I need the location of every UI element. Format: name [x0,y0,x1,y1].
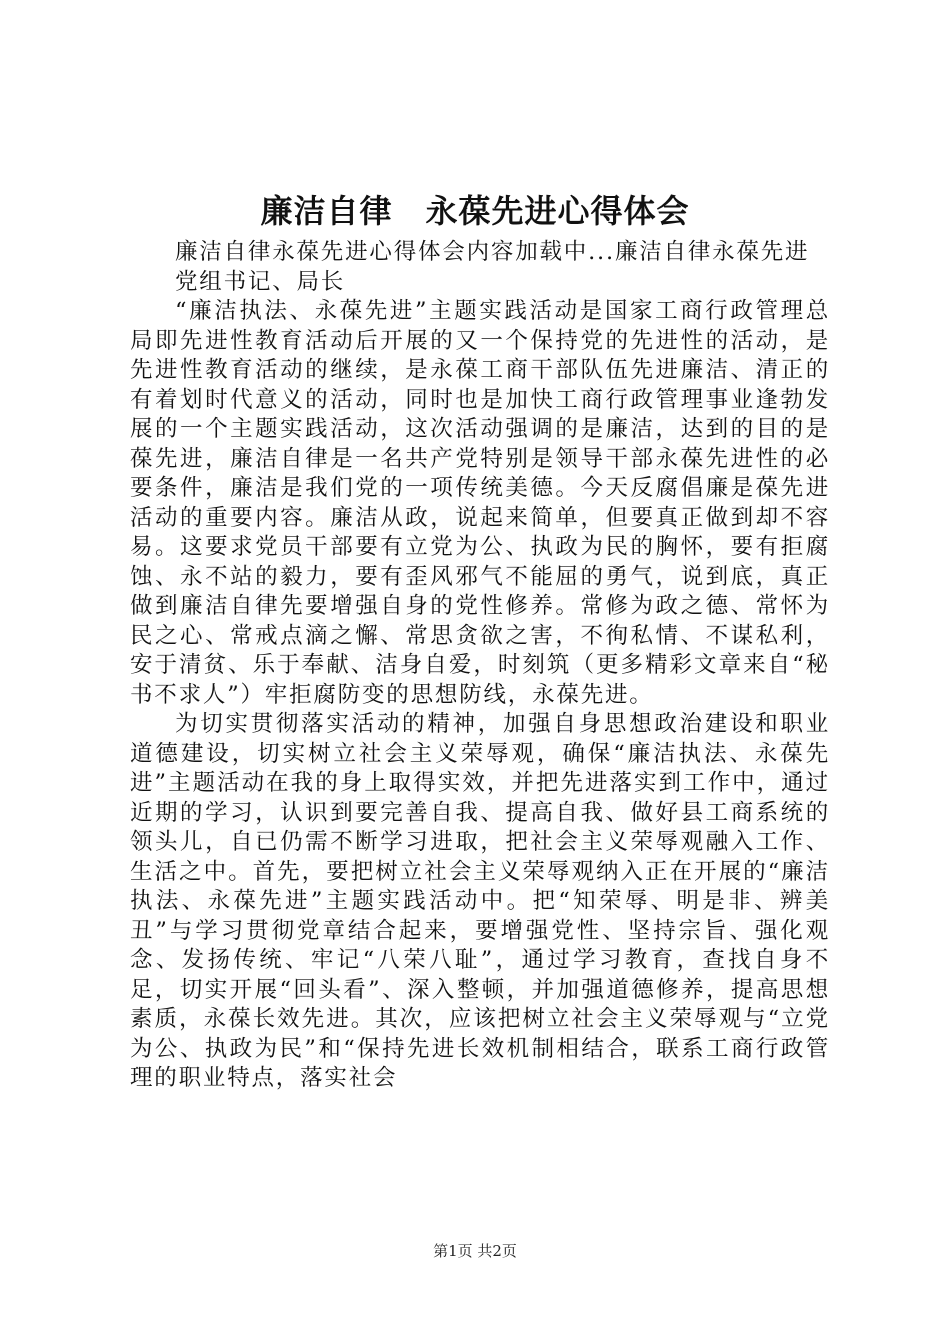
page-number-footer: 第1页 共2页 [433,1242,517,1260]
body-paragraph-1: “廉洁执法、永葆先进”主题实践活动是国家工商行政管理总局即先进性教育活动后开展的又一个保持党的先进性的活动，是先进性教育活动的继续，是永葆工商干部队伍先进廉洁、清正的有着划时代意义的活动，同时也是加快工商行政管理事业逢勃发展的一个主题实践活动，这次活动强调的是廉洁，达到的目的是葆先进，廉洁自律是一名共产党特别是领导干部永葆先进性的必要条件，廉洁是我们党的一项传统美德。今天反腐倡廉是葆先进活动的重要内容。廉洁从政，说起来简单，但要真正做到却不容易。这要求党员干部要有立党为公、执政为民的胸怀，要有拒腐蚀、永不站的毅力，要有歪风邪气不能屈的勇气，说到底，真正做到廉洁自律先要增强自身的党性修养。常修为政之德、常怀为民之心、常戒点滴之懈、常思贪欲之害，不徇私情、不谋私利，安于清贫、乐于奉献、洁身自爱，时刻筑（更多精彩文章来自“秘书不求人”）牢拒腐防变的思想防线，永葆先进。 [130,298,830,708]
body-paragraph-2: 为切实贯彻落实活动的精神，加强自身思想政治建设和职业道德建设，切实树立社会主义荣辱观，确保“廉洁执法、永葆先进”主题活动在我的身上取得实效，并把先进落实到工作中，通过近期的学习，认识到要完善自我、提高自我、做好县工商系统的领头儿，自已仍需不断学习进取，把社会主义荣辱观融入工作、生活之中。首先，要把树立社会主义荣辱观纳入正在开展的“廉洁执法、永葆先进”主题实践活动中。把“知荣辱、明是非、辨美丑”与学习贯彻党章结合起来，要增强党性、坚持宗旨、强化观念、发扬传统、牢记“八荣八耻”，通过学习教育，查找自身不足，切实开展“回头看”、深入整顿，并加强道德修养，提高思想素质，永葆长效先进。其次，应该把树立社会主义荣辱观与“立党为公、执政为民”和“保持先进长效机制相结合，联系工商行政管理的职业特点，落实社会 [130,711,830,1091]
document-body [130,238,830,1094]
intro-paragraph: 廉洁自律永葆先进心得体会内容加载中...廉洁自律永葆先进 [175,239,810,265]
author-line: 党组书记、局长 [175,268,346,295]
document-title: 廉洁自律 永葆先进心得体会 [260,192,690,230]
